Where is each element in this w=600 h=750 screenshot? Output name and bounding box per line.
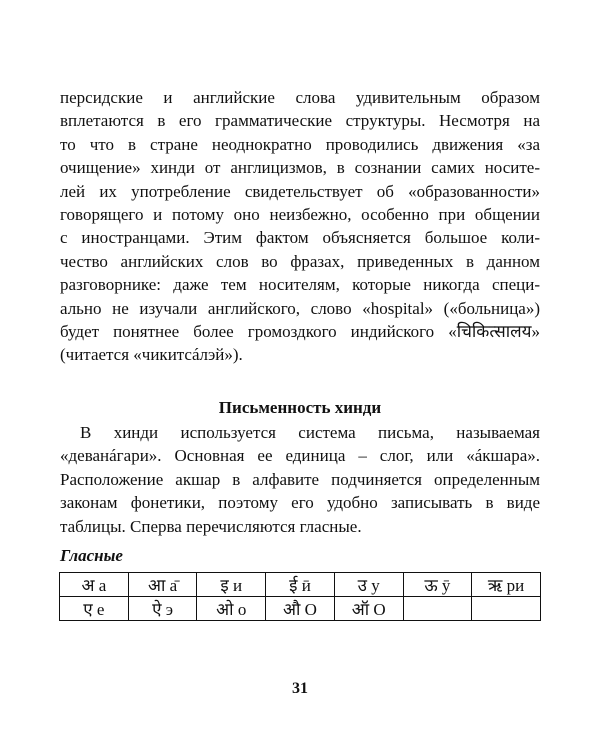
text-line: ально не изучали английского, слово «hospital» («больница») — [60, 298, 540, 318]
text-line: с иностранцами. Этим фактом объясняется большое коли- — [60, 228, 540, 248]
text-line: лей их употребление свидетельствует об «образованности» — [60, 181, 540, 201]
vowels-title: Гласные — [60, 545, 123, 565]
vowel-cell: ऊ ӯ — [403, 572, 472, 596]
vowel-cell — [403, 596, 472, 620]
vowel-cell: ए е — [60, 596, 129, 620]
text-line: будет понятнее более громоздкого индийского «चिकित्सालय» — [60, 322, 540, 342]
page-content — [60, 86, 540, 621]
text-line: говорящего и потому оно неизбежно, особенно при общении — [60, 205, 540, 225]
vowel-cell: अ а — [60, 572, 129, 596]
text-line: законам фонетики, поэтому его удобно записывать в виде — [60, 493, 540, 513]
vowel-cell — [472, 596, 541, 620]
text-line: В хинди используется система письма, называемая — [80, 422, 540, 442]
text-line: Расположение акшар в алфавите подчиняется определенным — [60, 469, 540, 489]
text-line: вплетаются в его грамматические структуры. Несмотря на — [60, 111, 540, 131]
text-line: персидские и английские слова удивительным образом — [60, 88, 540, 107]
table-row — [60, 572, 541, 596]
text-line: то что в стране неоднократно проводились движения «за — [60, 134, 540, 154]
text-line: очищение» хинди от англицизмов, в сознании самих носите- — [60, 158, 540, 178]
vowel-cell: इ и — [197, 572, 266, 596]
vowel-cell: ऑ О — [334, 596, 403, 620]
vowel-cell: औ О — [266, 596, 335, 620]
section-heading: Письменность хинди — [218, 397, 382, 417]
vowel-cell: ऋ ри — [472, 572, 541, 596]
vowels-table — [59, 572, 541, 621]
text-line: (читается «чикитсáлэй»). — [60, 345, 243, 365]
table-row — [60, 596, 541, 620]
vowel-cell: उ у — [334, 572, 403, 596]
vowel-cell: ई ӣ — [266, 572, 335, 596]
section-paragraph — [60, 421, 540, 538]
text-line: «деванáгари». Основная ее единица – слог, или «áкшара». — [60, 446, 540, 466]
page-number: 31 — [292, 680, 308, 697]
vowel-cell: ऐ э — [128, 596, 197, 620]
text-line: таблицы. Сперва перечисляются гласные. — [60, 516, 362, 536]
text-line: разговорнике: даже тем носителям, которые никогда специ- — [60, 275, 540, 295]
vowel-cell: ओ о — [197, 596, 266, 620]
vowel-cell: आ а̄ — [128, 572, 197, 596]
text-line: чество английских слов во фразах, приведенных в данном — [60, 251, 540, 271]
intro-paragraph — [60, 86, 540, 367]
